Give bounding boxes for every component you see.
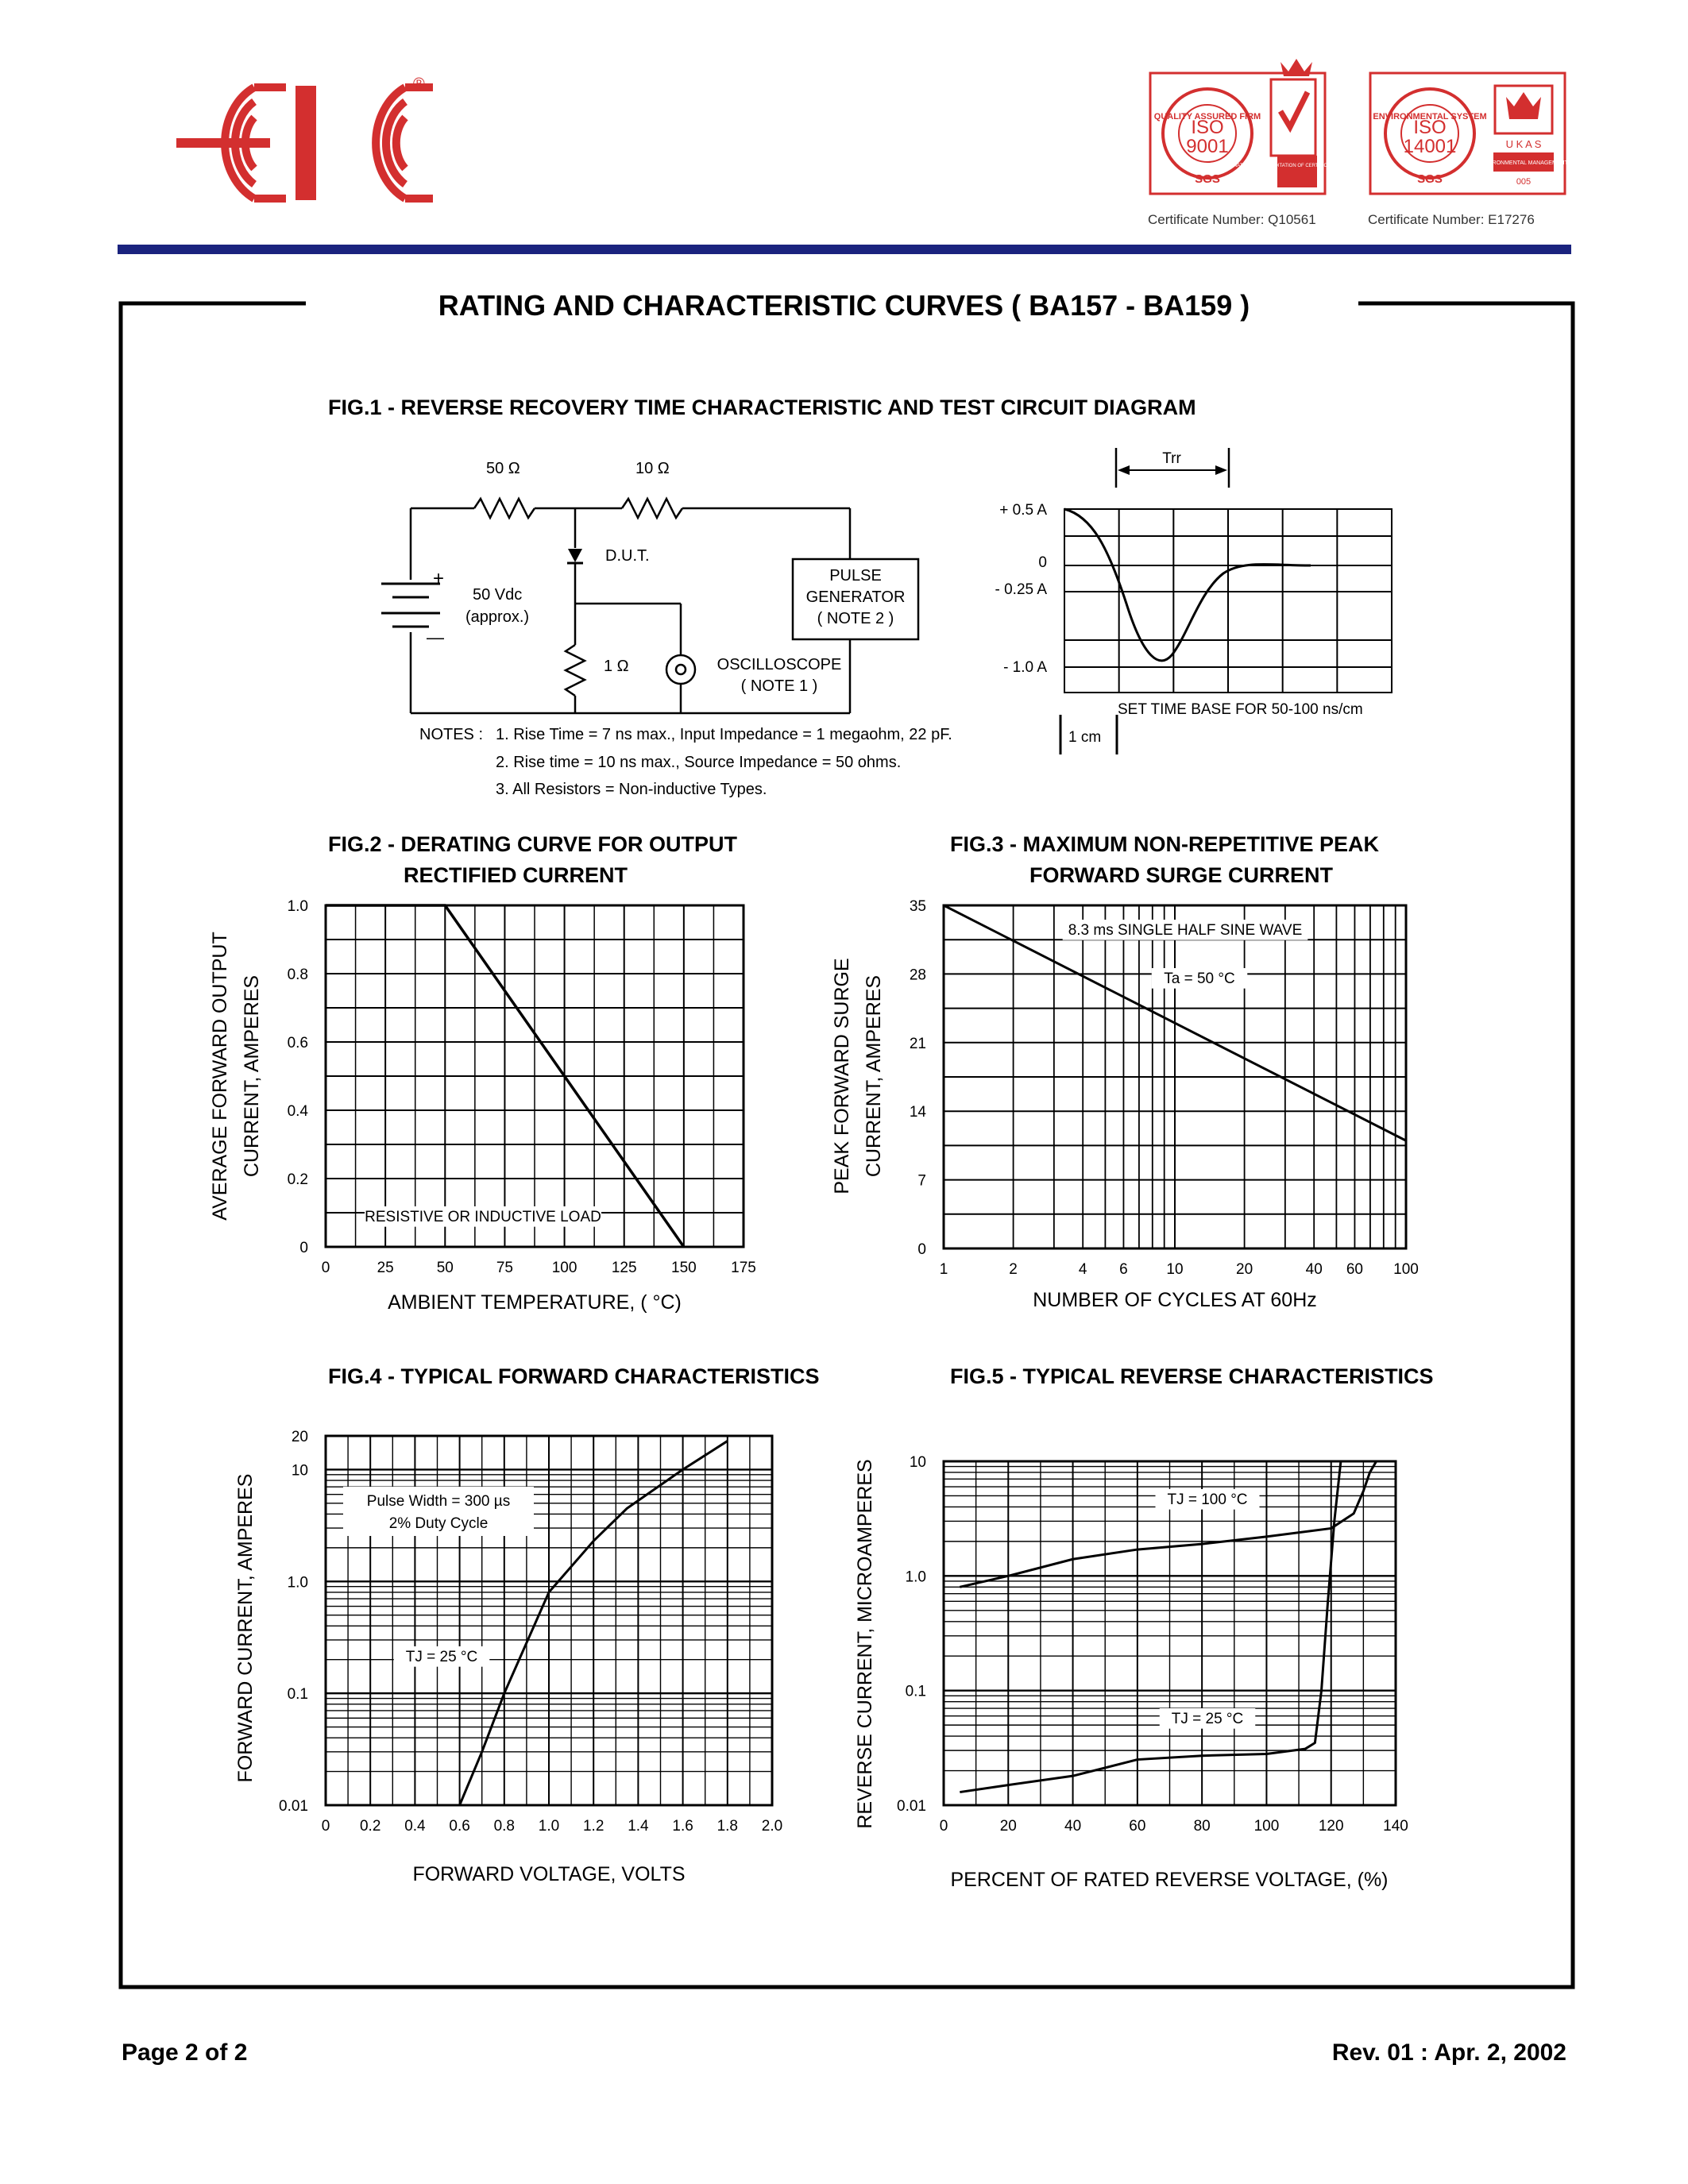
svg-text:005: 005 (1516, 177, 1532, 187)
osc-label-1: OSCILLOSCOPE (717, 656, 842, 673)
x-tick-label: 4 (1078, 1261, 1087, 1278)
pulse-width-annotation: Pulse Width = 300 µs (366, 1493, 511, 1510)
y-axis-label-1: PEAK FORWARD SURGE (831, 958, 853, 1194)
cm-label: 1 cm (1068, 729, 1102, 746)
x-tick-label: 100 (1393, 1261, 1419, 1278)
x-tick-label: 20 (999, 1818, 1017, 1835)
x-axis-label: AMBIENT TEMPERATURE, ( °C) (388, 1291, 682, 1314)
svg-text:9001: 9001 (1186, 136, 1229, 157)
svg-text:14001: 14001 (1403, 136, 1457, 157)
reverse-curve-25c (960, 1461, 1341, 1792)
x-tick-label: 40 (1064, 1818, 1082, 1835)
r3-label: 1 Ω (604, 658, 629, 675)
svg-text:ENVIRONMENTAL SYSTEM: ENVIRONMENTAL SYSTEM (1373, 112, 1487, 122)
wave-ylabel-1: + 0.5 A (999, 502, 1047, 519)
x-tick-label: 1.8 (717, 1818, 739, 1835)
y-tick-label: 0.4 (287, 1103, 308, 1120)
battery-label-2: (approx.) (465, 608, 530, 626)
y-axis-label-1: AVERAGE FORWARD OUTPUT (209, 932, 231, 1221)
fig2-title-1: FIG.2 - DERATING CURVE FOR OUTPUT (328, 832, 738, 856)
iso9001-cert-number: Certificate Number: Q10561 (1148, 212, 1316, 227)
series-label-25c: TJ = 25 °C (1171, 1711, 1244, 1727)
x-tick-label: 0.2 (359, 1818, 381, 1835)
timebase-label: SET TIME BASE FOR 50-100 ns/cm (1118, 701, 1363, 718)
x-tick-label: 50 (436, 1260, 454, 1276)
note-1: 1. Rise Time = 7 ns max., Input Impedance = 1 megaohm, 22 pF. (496, 726, 952, 743)
battery-label-1: 50 Vdc (473, 586, 523, 604)
wave-ylabel-4: - 1.0 A (1003, 659, 1047, 676)
y-tick-label: 0.2 (287, 1171, 308, 1188)
y-tick-label: 0.6 (287, 1035, 308, 1051)
x-tick-label: 2.0 (761, 1818, 783, 1835)
tj-annotation: TJ = 25 °C (405, 1649, 478, 1665)
y-tick-label: 20 (291, 1429, 308, 1445)
svg-text:NATIONAL ACCREDITATION OF CERT: NATIONAL ACCREDITATION OF CERTIFICATION BODIES (1233, 164, 1362, 168)
y-tick-label: 0.1 (905, 1683, 926, 1700)
x-tick-label: 80 (1193, 1818, 1211, 1835)
plus-sign: + (433, 568, 445, 589)
series-label-100c: TJ = 100 °C (1167, 1491, 1248, 1508)
ta-annotation: Ta = 50 °C (1164, 970, 1235, 987)
x-axis-label: NUMBER OF CYCLES AT 60Hz (1033, 1289, 1317, 1311)
y-tick-label: 0 (917, 1241, 926, 1258)
dut-label: D.U.T. (605, 547, 650, 565)
y-tick-label: 0.8 (287, 967, 308, 983)
iso14001-cert-number: Certificate Number: E17276 (1368, 212, 1535, 227)
x-tick-label: 2 (1009, 1261, 1018, 1278)
y-tick-label: 1.0 (905, 1569, 926, 1586)
y-tick-label: 0.01 (897, 1798, 926, 1815)
y-tick-label: 10 (291, 1462, 308, 1480)
notes-label: NOTES : (419, 726, 484, 743)
x-axis-label: FORWARD VOLTAGE, VOLTS (412, 1863, 686, 1885)
fig3-title-1: FIG.3 - MAXIMUM NON-REPETITIVE PEAK (950, 832, 1380, 856)
svg-text:ISO: ISO (1191, 117, 1224, 138)
note-3: 3. All Resistors = Non-inductive Types. (496, 781, 767, 798)
x-tick-label: 125 (611, 1260, 637, 1276)
y-axis-label: REVERSE CURRENT, MICROAMPERES (854, 1459, 876, 1829)
y-axis-label-2: CURRENT, AMPERES (863, 974, 885, 1178)
duty-cycle-annotation: 2% Duty Cycle (388, 1515, 489, 1532)
x-tick-label: 1.2 (582, 1818, 605, 1835)
x-tick-label: 140 (1383, 1818, 1408, 1835)
x-tick-label: 1.0 (538, 1818, 560, 1835)
y-tick-label: 10 (909, 1454, 926, 1471)
x-tick-label: 0.6 (449, 1818, 470, 1835)
pulse-label-3: ( NOTE 2 ) (817, 610, 894, 627)
x-axis-label: PERCENT OF RATED REVERSE VOLTAGE, (%) (950, 1869, 1389, 1891)
load-annotation: RESISTIVE OR INDUCTIVE LOAD (365, 1209, 601, 1225)
y-tick-label: 0.1 (287, 1686, 308, 1704)
x-tick-label: 40 (1305, 1261, 1323, 1278)
fig5-title: FIG.5 - TYPICAL REVERSE CHARACTERISTICS (950, 1364, 1434, 1388)
x-tick-label: 0 (321, 1260, 330, 1276)
y-tick-label: 0.01 (279, 1798, 308, 1815)
fig2-title-2: RECTIFIED CURRENT (404, 863, 628, 887)
r2-label: 10 Ω (635, 460, 670, 477)
x-tick-label: 0.8 (493, 1818, 516, 1835)
page-number: Page 2 of 2 (122, 2039, 248, 2066)
pulse-label-2: GENERATOR (805, 588, 906, 606)
osc-label-2: ( NOTE 1 ) (740, 677, 818, 695)
x-tick-label: 60 (1346, 1261, 1364, 1278)
x-tick-label: 100 (1253, 1818, 1280, 1835)
y-tick-label: 1.0 (287, 898, 308, 915)
minus-sign: — (427, 627, 444, 647)
y-tick-label: 35 (909, 898, 926, 915)
reverse-curve-100c (960, 1461, 1376, 1587)
x-tick-label: 10 (1166, 1261, 1184, 1278)
x-tick-label: 20 (1236, 1261, 1253, 1278)
y-axis-label: FORWARD CURRENT, AMPERES (234, 1473, 257, 1783)
pulse-label-1: PULSE (829, 567, 882, 585)
x-tick-label: 150 (671, 1260, 697, 1276)
y-tick-label: 21 (909, 1035, 926, 1052)
x-tick-label: 6 (1119, 1261, 1128, 1278)
x-tick-label: 75 (496, 1260, 513, 1276)
page-title: RATING AND CHARACTERISTIC CURVES ( BA157 - BA159 ) (438, 289, 1250, 322)
y-axis-label-2: CURRENT, AMPERES (241, 974, 263, 1178)
waveform-annotation: 8.3 ms SINGLE HALF SINE WAVE (1068, 922, 1303, 939)
x-tick-label: 100 (551, 1260, 577, 1276)
x-tick-label: 0.4 (404, 1818, 426, 1835)
trr-label: Trr (1162, 450, 1181, 467)
fig3-title-2: FORWARD SURGE CURRENT (1029, 863, 1334, 887)
svg-text:U K A S: U K A S (1505, 138, 1542, 150)
fig1-title: FIG.1 - REVERSE RECOVERY TIME CHARACTERISTIC AND TEST CIRCUIT DIAGRAM (328, 396, 1196, 419)
svg-text:QUALITY ASSURED FIRM: QUALITY ASSURED FIRM (1153, 112, 1261, 122)
y-tick-label: 7 (917, 1172, 926, 1190)
y-tick-label: 1.0 (287, 1574, 308, 1592)
x-tick-label: 1 (939, 1261, 948, 1278)
r1-label: 50 Ω (486, 460, 520, 477)
revision-date: Rev. 01 : Apr. 2, 2002 (1331, 2039, 1566, 2066)
x-tick-label: 60 (1129, 1818, 1146, 1835)
y-tick-label: 28 (909, 967, 926, 984)
svg-text:SGS: SGS (1417, 172, 1443, 186)
x-tick-label: 1.4 (628, 1818, 649, 1835)
x-tick-label: 25 (377, 1260, 394, 1276)
y-tick-label: 14 (909, 1104, 926, 1121)
registered-mark: ® (413, 75, 425, 93)
svg-text:SGS: SGS (1195, 172, 1220, 186)
wave-ylabel-3: - 0.25 A (995, 581, 1047, 598)
x-tick-label: 0 (939, 1818, 948, 1835)
fig4-title: FIG.4 - TYPICAL FORWARD CHARACTERISTICS (328, 1364, 820, 1388)
y-tick-label: 0 (299, 1240, 308, 1256)
x-tick-label: 120 (1318, 1818, 1344, 1835)
svg-text:ENVIRONMENTAL MANAGEMENT: ENVIRONMENTAL MANAGEMENT (1479, 160, 1568, 166)
note-2: 2. Rise time = 10 ns max., Source Impedance = 50 ohms. (496, 754, 902, 771)
svg-text:ISO: ISO (1413, 117, 1447, 138)
x-tick-label: 0 (321, 1818, 330, 1835)
x-tick-label: 175 (731, 1260, 756, 1276)
x-tick-label: 1.6 (672, 1818, 693, 1835)
wave-ylabel-2: 0 (1038, 554, 1047, 571)
